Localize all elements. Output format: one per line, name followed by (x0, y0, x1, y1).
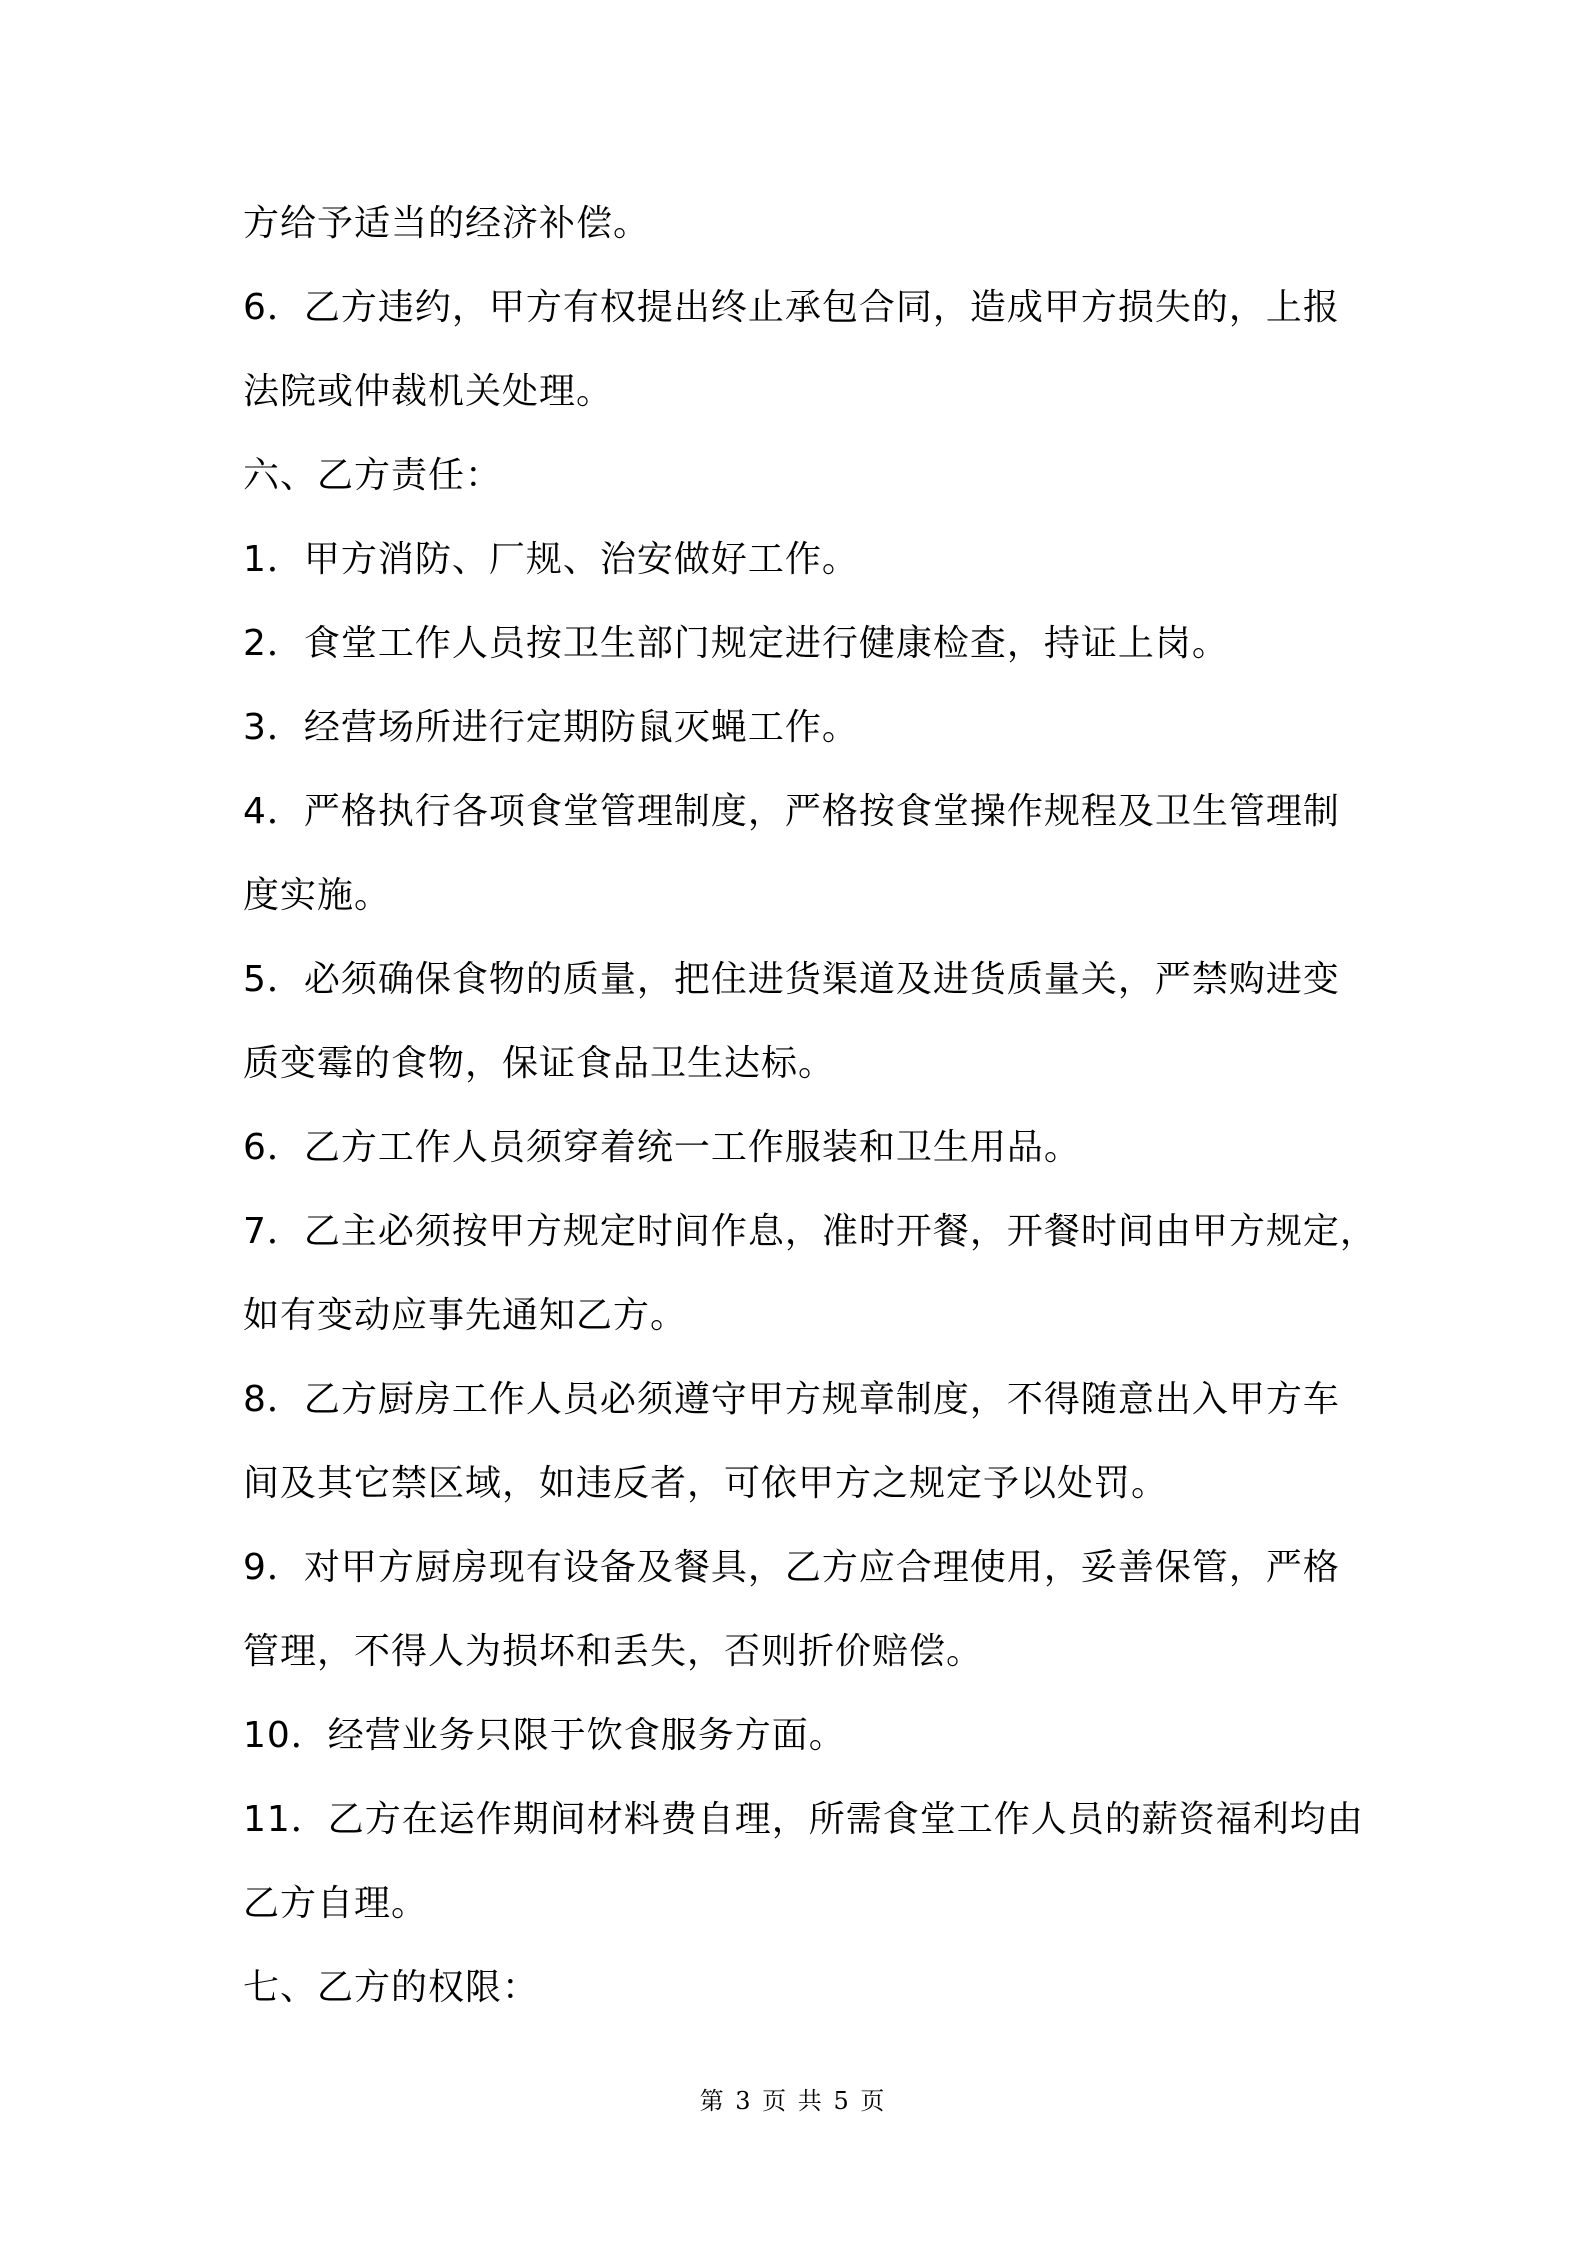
text-line: 3．经营场所进行定期防鼠灭蝇工作。 (243, 707, 859, 748)
text-line: 度实施。 (243, 875, 392, 916)
section-heading: 七、乙方的权限： (243, 1967, 540, 2008)
text-line: 管理，不得人为损坏和丢失，否则折价赔偿。 (243, 1631, 984, 1672)
section-heading: 六、乙方责任： (243, 455, 503, 496)
text-line: 6．乙方违约，甲方有权提出终止承包合同，造成甲方损失的，上报 (243, 287, 1340, 328)
text-line: 如有变动应事先通知乙方。 (243, 1295, 688, 1336)
text-line: 5．必须确保食物的质量，把住进货渠道及进货质量关，严禁购进变 (243, 959, 1340, 1000)
text-line: 间及其它禁区域，如违反者，可依甲方之规定予以处罚。 (243, 1463, 1169, 1504)
text-line: 6．乙方工作人员须穿着统一工作服装和卫生用品。 (243, 1127, 1081, 1168)
text-line: 质变霉的食物，保证食品卫生达标。 (243, 1043, 836, 1084)
text-line: 4．严格执行各项食堂管理制度，严格按食堂操作规程及卫生管理制 (243, 791, 1340, 832)
text-line: 10．经营业务只限于饮食服务方面。 (243, 1715, 846, 1756)
text-line: 7．乙主必须按甲方规定时间作息，准时开餐，开餐时间由甲方规定， (243, 1211, 1377, 1252)
text-line: 1．甲方消防、厂规、治安做好工作。 (243, 539, 859, 580)
text-line: 2．食堂工作人员按卫生部门规定进行健康检查，持证上岗。 (243, 623, 1229, 664)
text-line: 9．对甲方厨房现有设备及餐具，乙方应合理使用，妥善保管，严格 (243, 1547, 1340, 1588)
text-line: 方给予适当的经济补偿。 (243, 203, 651, 244)
text-line: 乙方自理。 (243, 1883, 429, 1924)
page-number-footer: 第 3 页 共 5 页 (699, 2087, 887, 2115)
text-line: 11．乙方在运作期间材料费自理，所需食堂工作人员的薪资福利均由 (243, 1799, 1364, 1840)
text-line: 8．乙方厨房工作人员必须遵守甲方规章制度，不得随意出入甲方车 (243, 1379, 1340, 1420)
text-line: 法院或仲裁机关处理。 (243, 371, 614, 412)
